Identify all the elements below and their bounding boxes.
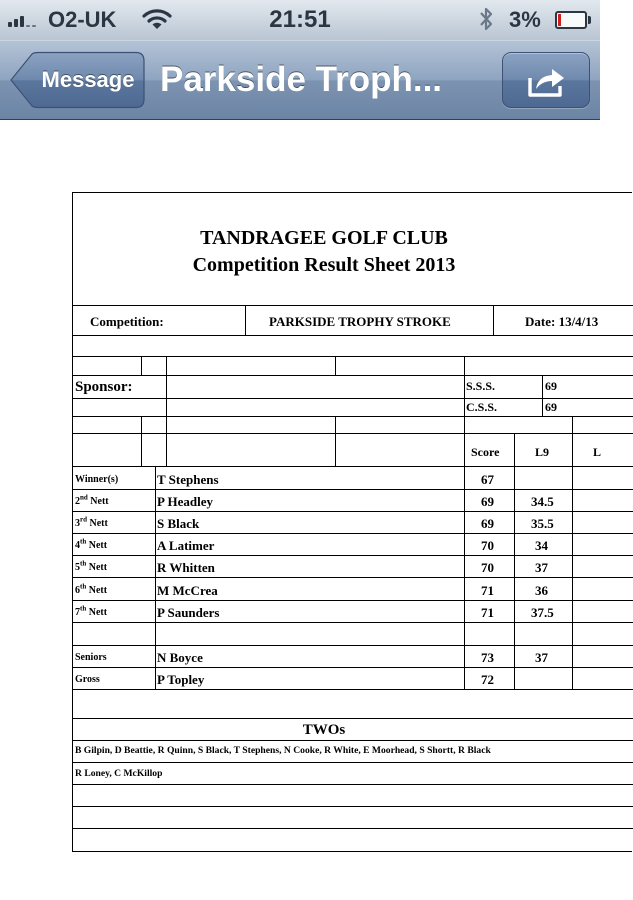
- result-score: 69: [481, 494, 494, 509]
- score-column-header: Score: [471, 445, 500, 459]
- result-l9: 37.5: [531, 605, 554, 620]
- result-l9: 36: [535, 583, 548, 598]
- competition-label: Competition:: [90, 314, 164, 329]
- club-name: TANDRAGEE GOLF CLUB: [200, 227, 448, 249]
- result-player-name: S Black: [157, 516, 200, 531]
- competition-date: Date: 13/4/13: [525, 314, 599, 329]
- result-player-name: T Stephens: [157, 472, 219, 487]
- result-score: 69: [481, 516, 494, 531]
- result-position: 4th Nett: [75, 537, 108, 551]
- result-position: Winner(s): [75, 474, 119, 485]
- share-button[interactable]: [502, 52, 590, 108]
- competition-name: PARKSIDE TROPHY STROKE: [269, 314, 451, 329]
- result-position: 6th Nett: [75, 582, 108, 596]
- back-button-label: Message: [41, 67, 135, 92]
- result-position: Gross: [75, 674, 100, 685]
- result-l9: 34: [535, 538, 548, 553]
- result-l9: 35.5: [531, 516, 554, 531]
- result-l9: 37: [535, 650, 548, 665]
- status-bar: [0, 0, 600, 40]
- result-position: Seniors: [75, 652, 107, 663]
- clock: 21:51: [269, 6, 331, 33]
- twos-heading: TWOs: [302, 722, 346, 738]
- result-player-name: A Latimer: [157, 538, 215, 553]
- carrier-name: O2-UK: [48, 7, 117, 32]
- result-player-name: P Topley: [157, 672, 205, 687]
- result-player-name: P Saunders: [157, 605, 220, 620]
- result-player-name: N Boyce: [157, 650, 203, 665]
- navigation-bar: [0, 40, 600, 120]
- result-score: 73: [481, 650, 494, 665]
- css-label: C.S.S.: [466, 400, 498, 414]
- result-score: 72: [481, 672, 494, 687]
- battery-icon: [555, 11, 591, 29]
- result-score: 71: [481, 605, 494, 620]
- page-title: Parkside Troph...: [160, 60, 443, 99]
- battery-percentage: 3%: [509, 7, 541, 32]
- result-player-name: M McCrea: [157, 583, 218, 598]
- result-player-name: P Headley: [157, 494, 213, 509]
- result-position: 7th Nett: [75, 604, 108, 618]
- result-position: 2nd Nett: [75, 493, 109, 507]
- result-sheet-document: [72, 192, 632, 852]
- result-position: 5th Nett: [75, 559, 108, 573]
- result-score: 67: [481, 472, 494, 487]
- result-position: 3rd Nett: [75, 515, 108, 529]
- result-score: 70: [481, 538, 494, 553]
- sss-value: 69: [545, 379, 557, 393]
- sss-label: S.S.S.: [466, 379, 496, 393]
- back-button[interactable]: [10, 52, 145, 108]
- result-score: 70: [481, 560, 494, 575]
- sponsor-label: Sponsor:: [75, 379, 133, 395]
- battery-level: [558, 14, 561, 26]
- result-player-name: R Whitten: [157, 560, 215, 575]
- result-l9: 37: [535, 560, 548, 575]
- share-icon: [527, 64, 567, 98]
- next-column-header: L: [593, 445, 602, 459]
- result-score: 71: [481, 583, 494, 598]
- sheet-title: Competition Result Sheet 2013: [192, 254, 456, 276]
- css-value: 69: [545, 400, 557, 414]
- twos-line: B Gilpin, D Beattie, R Quinn, S Black, T Stephens, N Cooke, R White, E Moorhead, S Shortt, R Black: [75, 745, 491, 756]
- result-l9: 34.5: [531, 494, 554, 509]
- bluetooth-icon: [478, 6, 494, 32]
- l9-column-header: L9: [535, 445, 550, 459]
- twos-line: R Loney, C McKillop: [75, 768, 163, 779]
